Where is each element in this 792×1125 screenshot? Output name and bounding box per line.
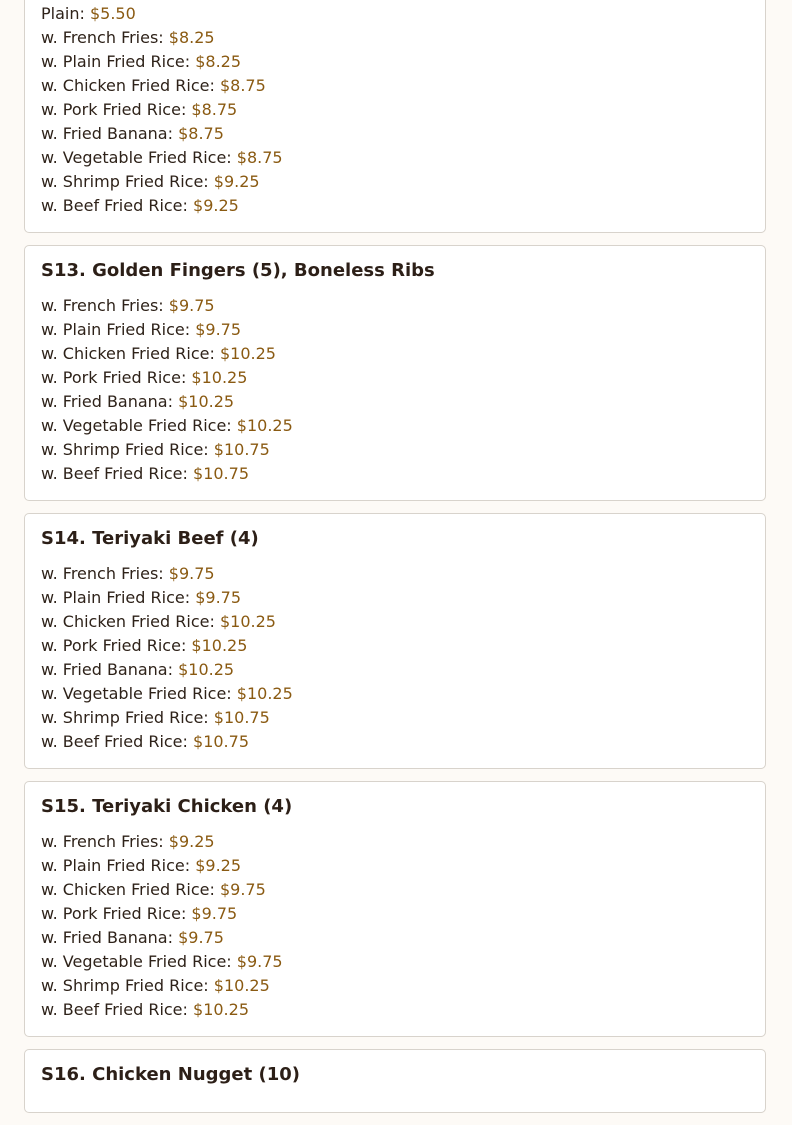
card-title: S13. Golden Fingers (5), Boneless Ribs: [41, 260, 435, 281]
price-line: [41, 390, 749, 414]
price-line: [41, 586, 749, 610]
item-label: w. Chicken Fried Rice:: [41, 880, 215, 899]
item-label: w. Chicken Fried Rice:: [41, 76, 215, 95]
item-price: $9.25: [193, 196, 239, 215]
item-label: w. Beef Fried Rice:: [41, 732, 188, 751]
item-price: $10.25: [178, 660, 235, 679]
price-line: [41, 98, 749, 122]
menu-card: [24, 245, 766, 501]
item-price: $9.75: [195, 320, 242, 339]
price-line: [41, 2, 749, 26]
price-line: [41, 194, 749, 218]
price-line: [41, 74, 749, 98]
item-price: $10.25: [191, 368, 248, 387]
price-line: [41, 146, 749, 170]
price-line: [41, 342, 749, 366]
item-label: w. Vegetable Fried Rice:: [41, 684, 232, 703]
item-price: $10.75: [213, 708, 270, 727]
item-price: $8.25: [168, 28, 215, 47]
item-price: $10.25: [191, 636, 248, 655]
price-line: [41, 658, 749, 682]
price-line: [41, 682, 749, 706]
price-line: [41, 634, 749, 658]
item-label: w. Shrimp Fried Rice:: [41, 172, 209, 191]
menu-card: [24, 0, 766, 233]
price-line: [41, 610, 749, 634]
item-label: w. Plain Fried Rice:: [41, 856, 191, 875]
item-label: w. Beef Fried Rice:: [41, 464, 188, 483]
menu-card: [24, 781, 766, 1037]
price-line: [41, 26, 749, 50]
card-title: S14. Teriyaki Beef (4): [41, 528, 259, 549]
item-label: w. Plain Fried Rice:: [41, 320, 191, 339]
item-label: w. Shrimp Fried Rice:: [41, 440, 209, 459]
price-line: [41, 878, 749, 902]
item-price: $9.25: [213, 172, 260, 191]
item-price: $9.25: [168, 832, 215, 851]
price-line: [41, 414, 749, 438]
item-price: $9.75: [236, 952, 283, 971]
item-price: $10.25: [178, 392, 235, 411]
price-line: [41, 438, 749, 462]
item-label: w. Chicken Fried Rice:: [41, 612, 215, 631]
price-line: [41, 366, 749, 390]
item-price: $8.75: [191, 100, 238, 119]
price-line: [41, 562, 749, 586]
price-line: [41, 902, 749, 926]
item-price: $9.75: [191, 904, 238, 923]
item-label: w. Fried Banana:: [41, 660, 173, 679]
item-price: $10.75: [193, 464, 249, 483]
item-label: w. Vegetable Fried Rice:: [41, 416, 232, 435]
item-price: $9.75: [168, 296, 215, 315]
item-label: w. Beef Fried Rice:: [41, 1000, 188, 1019]
item-label: w. Pork Fried Rice:: [41, 100, 187, 119]
item-price: $8.75: [178, 124, 224, 143]
item-label: w. Fried Banana:: [41, 392, 173, 411]
menu-card: [24, 513, 766, 769]
price-line: [41, 170, 749, 194]
menu-card: [24, 1049, 766, 1113]
item-price: $10.25: [193, 1000, 249, 1019]
item-label: w. Pork Fried Rice:: [41, 368, 187, 387]
item-price: $10.75: [213, 440, 270, 459]
item-price: $9.75: [195, 588, 242, 607]
price-line: [41, 122, 749, 146]
price-line: [41, 974, 749, 998]
item-label: Plain:: [41, 4, 85, 23]
item-label: w. Pork Fried Rice:: [41, 904, 187, 923]
item-label: w. Fried Banana:: [41, 928, 173, 947]
card-title: S16. Chicken Nugget (10): [41, 1064, 300, 1085]
price-line: [41, 730, 749, 754]
item-label: w. Fried Banana:: [41, 124, 173, 143]
item-price: $10.25: [236, 416, 293, 435]
item-price: $10.25: [236, 684, 293, 703]
price-line: [41, 294, 749, 318]
item-price: $9.75: [219, 880, 266, 899]
item-price: $9.25: [195, 856, 242, 875]
price-line: [41, 706, 749, 730]
item-label: w. French Fries:: [41, 28, 164, 47]
item-label: w. Plain Fried Rice:: [41, 588, 191, 607]
price-line: [41, 854, 749, 878]
price-line: [41, 318, 749, 342]
price-line: [41, 926, 749, 950]
item-label: w. French Fries:: [41, 564, 164, 583]
price-line: [41, 950, 749, 974]
item-price: $8.75: [219, 76, 266, 95]
item-price: $10.25: [213, 976, 270, 995]
item-price: $8.25: [195, 52, 242, 71]
price-line: [41, 50, 749, 74]
price-line: [41, 830, 749, 854]
item-price: $9.75: [178, 928, 224, 947]
card-title: S15. Teriyaki Chicken (4): [41, 796, 293, 817]
item-label: w. Shrimp Fried Rice:: [41, 976, 209, 995]
item-price: $10.75: [193, 732, 249, 751]
item-price: $9.75: [168, 564, 215, 583]
item-price: $10.25: [219, 344, 276, 363]
price-line: [41, 998, 749, 1022]
item-price: $10.25: [219, 612, 276, 631]
price-line: [41, 462, 749, 486]
item-label: w. Vegetable Fried Rice:: [41, 148, 232, 167]
item-label: w. Plain Fried Rice:: [41, 52, 191, 71]
item-label: w. French Fries:: [41, 832, 164, 851]
item-label: w. French Fries:: [41, 296, 164, 315]
item-price: $5.50: [89, 4, 136, 23]
item-label: w. Chicken Fried Rice:: [41, 344, 215, 363]
item-label: w. Vegetable Fried Rice:: [41, 952, 232, 971]
item-price: $8.75: [236, 148, 283, 167]
item-label: w. Beef Fried Rice:: [41, 196, 188, 215]
item-label: w. Pork Fried Rice:: [41, 636, 187, 655]
item-label: w. Shrimp Fried Rice:: [41, 708, 209, 727]
